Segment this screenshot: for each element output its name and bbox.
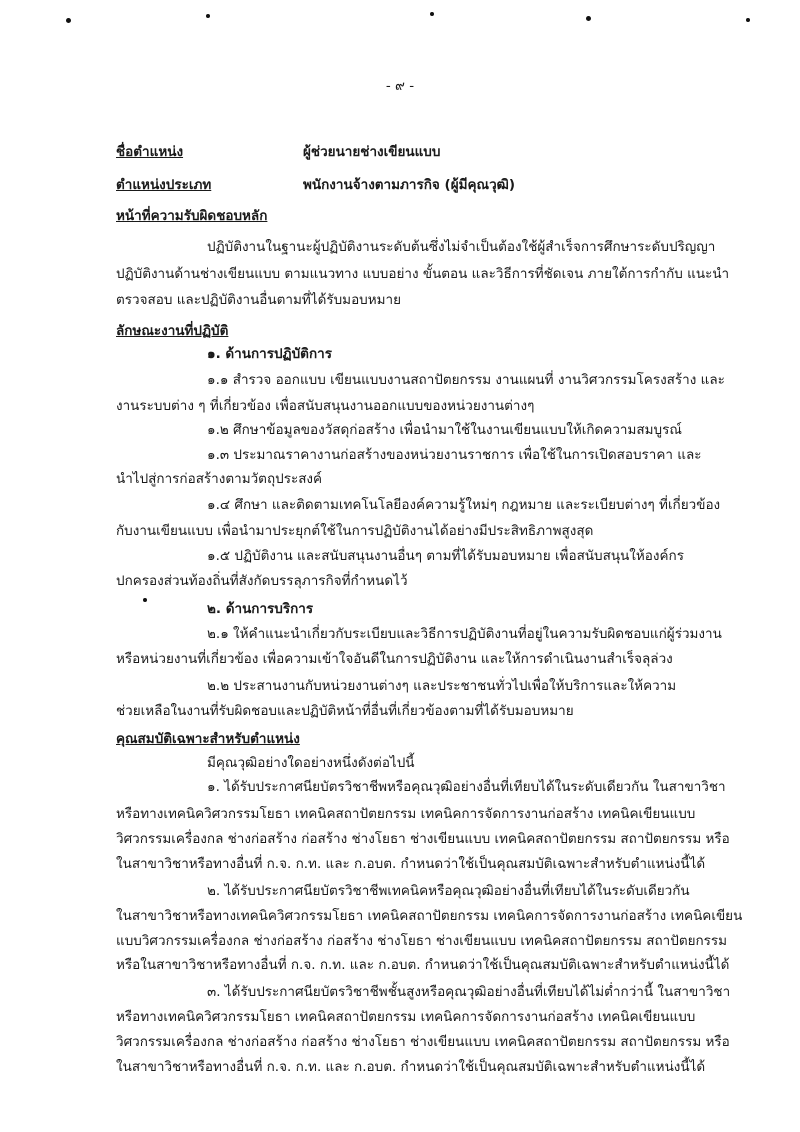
operations-line: ปกครองส่วนท้องถิ่นที่สังกัดบรรลุภารกิจที่กำหนดไว้ <box>116 573 408 589</box>
operations-line: งานระบบต่าง ๆ ที่เกี่ยวข้อง เพื่อสนับสนุนงานออกแบบของหน่วยงานต่างๆ <box>116 398 535 414</box>
qualification-line: หรือในสาขาวิชาหรือทางอื่นที่ ก.จ. ก.ท. และ ก.อบต. กำหนดว่าใช้เป็นคุณสมบัติเฉพาะสำหรับตำแหน่งนี้ได้ <box>116 957 730 973</box>
scan-speck <box>143 598 147 602</box>
qualification-line: ในสาขาวิชาหรือทางอื่นที่ ก.จ. ก.ท. และ ก.อบต. กำหนดว่าใช้เป็นคุณสมบัติเฉพาะสำหรับตำแหน่งนี้ได้ <box>116 856 706 872</box>
position-type-label: ตำแหน่งประเภท <box>116 177 212 193</box>
page-number: - ๙ - <box>385 78 415 94</box>
operations-line: กับงานเขียนแบบ เพื่อนำมาประยุกต์ใช้ในการปฏิบัติงานได้อย่างมีประสิทธิภาพสูงสุด <box>116 523 594 539</box>
scan-speck <box>206 14 210 18</box>
main-duties-line: ปฏิบัติงานในฐานะผู้ปฏิบัติงานระดับต้นซึ่งไม่จำเป็นต้องใช้ผู้สำเร็จการศึกษาระดับปริญญา <box>207 239 716 255</box>
operations-line: ๑.๔ ศึกษา และติดตามเทคโนโลยีองค์ความรู้ใหม่ๆ กฎหมาย และระเบียบต่างๆ ที่เกี่ยวข้อง <box>207 497 721 513</box>
qualification-line: หรือทางเทคนิควิศวกรรมโยธา เทคนิคสถาปัตยกรรม เทคนิคการจัดการงานก่อสร้าง เทคนิคเขียนแบบ <box>116 806 696 822</box>
service-line: ๒.๒ ประสานงานกับหน่วยงานต่างๆ และประชาชนทั่วไปเพื่อให้บริการและให้ความ <box>207 678 677 694</box>
qualification-line: ๓. ได้รับประกาศนียบัตรวิชาชีพชั้นสูงหรือคุณวุฒิอย่างอื่นที่เทียบได้ไม่ต่ำกว่านี้ ในสาขาวิชา <box>207 984 731 1000</box>
service-line: ช่วยเหลือในงานที่รับผิดชอบและปฏิบัติหน้าที่อื่นที่เกี่ยวข้องตามที่ได้รับมอบหมาย <box>116 703 574 719</box>
main-duties-line: ปฏิบัติงานด้านช่างเขียนแบบ ตามแนวทาง แบบอย่าง ขั้นตอน และวิธีการที่ชัดเจน ภายใต้การกำกับ แนะนำ <box>116 266 730 282</box>
scan-speck <box>586 16 591 21</box>
scan-speck <box>430 12 434 16</box>
position-title-label: ชื่อตำแหน่ง <box>116 144 184 160</box>
main-duties-heading: หน้าที่ความรับผิดชอบหลัก <box>116 208 268 224</box>
scan-speck <box>66 18 71 23</box>
job-characteristics-heading: ลักษณะงานที่ปฏิบัติ <box>116 323 229 339</box>
qualification-line: แบบวิศวกรรมเครื่องกล ช่างก่อสร้าง ก่อสร้าง ช่างโยธา ช่างเขียนแบบ เทคนิคสถาปัตยกรรม สถาปัตยกรรม <box>116 933 728 949</box>
service-heading: ๒. ด้านการบริการ <box>207 601 314 617</box>
position-title-value: ผู้ช่วยนายช่างเขียนแบบ <box>303 144 441 160</box>
qualification-line: ในสาขาวิชาหรือทางอื่นที่ ก.จ. ก.ท. และ ก.อบต. กำหนดว่าใช้เป็นคุณสมบัติเฉพาะสำหรับตำแหน่งนี้ได้ <box>116 1059 706 1075</box>
main-duties-line: ตรวจสอบ และปฏิบัติงานอื่นตามที่ได้รับมอบหมาย <box>116 292 402 308</box>
qualifications-heading: คุณสมบัติเฉพาะสำหรับตำแหน่ง <box>116 731 300 747</box>
qualification-line: วิศวกรรมเครื่องกล ช่างก่อสร้าง ก่อสร้าง ช่างโยธา ช่างเขียนแบบ เทคนิคสถาปัตยกรรม สถาปัตยกรรม หรือ <box>116 1034 730 1050</box>
service-line: หรือหน่วยงานที่เกี่ยวข้อง เพื่อความเข้าใจอันดีในการปฏิบัติงาน และให้การดำเนินงานสำเร็จลุล่วง <box>116 651 673 667</box>
operations-line: ๑.๕ ปฏิบัติงาน และสนับสนุนงานอื่นๆ ตามที่ได้รับมอบหมาย เพื่อสนับสนุนให้องค์กร <box>207 548 684 564</box>
operations-heading: ๑. ด้านการปฏิบัติการ <box>207 346 332 362</box>
operations-line: ๑.๓ ประมาณราคางานก่อสร้างของหน่วยงานราชการ เพื่อใช้ในการเปิดสอบราคา และ <box>207 447 702 463</box>
scan-speck <box>746 18 750 22</box>
qualification-line: ๒. ได้รับประกาศนียบัตรวิชาชีพเทคนิคหรือคุณวุฒิอย่างอื่นที่เทียบได้ในระดับเดียวกัน <box>207 883 690 899</box>
qualifications-intro: มีคุณวุฒิอย่างใดอย่างหนึ่งดังต่อไปนี้ <box>207 755 415 771</box>
qualification-line: ในสาขาวิชาหรือทางเทคนิควิศวกรรมโยธา เทคนิคสถาปัตยกรรม เทคนิคการจัดการงานก่อสร้าง เทคนิคเขียน <box>116 908 743 924</box>
operations-line: นำไปสู่การก่อสร้างตามวัตถุประสงค์ <box>116 471 323 487</box>
qualification-line: วิศวกรรมเครื่องกล ช่างก่อสร้าง ก่อสร้าง ช่างโยธา ช่างเขียนแบบ เทคนิคสถาปัตยกรรม สถาปัตยกรรม หรือ <box>116 831 730 847</box>
qualification-line: หรือทางเทคนิควิศวกรรมโยธา เทคนิคสถาปัตยกรรม เทคนิคการจัดการงานก่อสร้าง เทคนิคเขียนแบบ <box>116 1009 696 1025</box>
qualification-line: ๑. ได้รับประกาศนียบัตรวิชาชีพหรือคุณวุฒิอย่างอื่นที่เทียบได้ในระดับเดียวกัน ในสาขาวิชา <box>207 779 726 795</box>
position-type-value: พนักงานจ้างตามภารกิจ (ผู้มีคุณวุฒิ) <box>303 177 516 193</box>
service-line: ๒.๑ ให้คำแนะนำเกี่ยวกับระเบียบและวิธีการปฏิบัติงานที่อยู่ในความรับผิดชอบแก่ผู้ร่วมงาน <box>207 626 722 642</box>
operations-line: ๑.๒ ศึกษาข้อมูลของวัสดุก่อสร้าง เพื่อนำมาใช้ในงานเขียนแบบให้เกิดความสมบูรณ์ <box>207 422 682 438</box>
operations-line: ๑.๑ สำรวจ ออกแบบ เขียนแบบงานสถาปัตยกรรม งานแผนที่ งานวิศวกรรมโครงสร้าง และ <box>207 372 725 388</box>
